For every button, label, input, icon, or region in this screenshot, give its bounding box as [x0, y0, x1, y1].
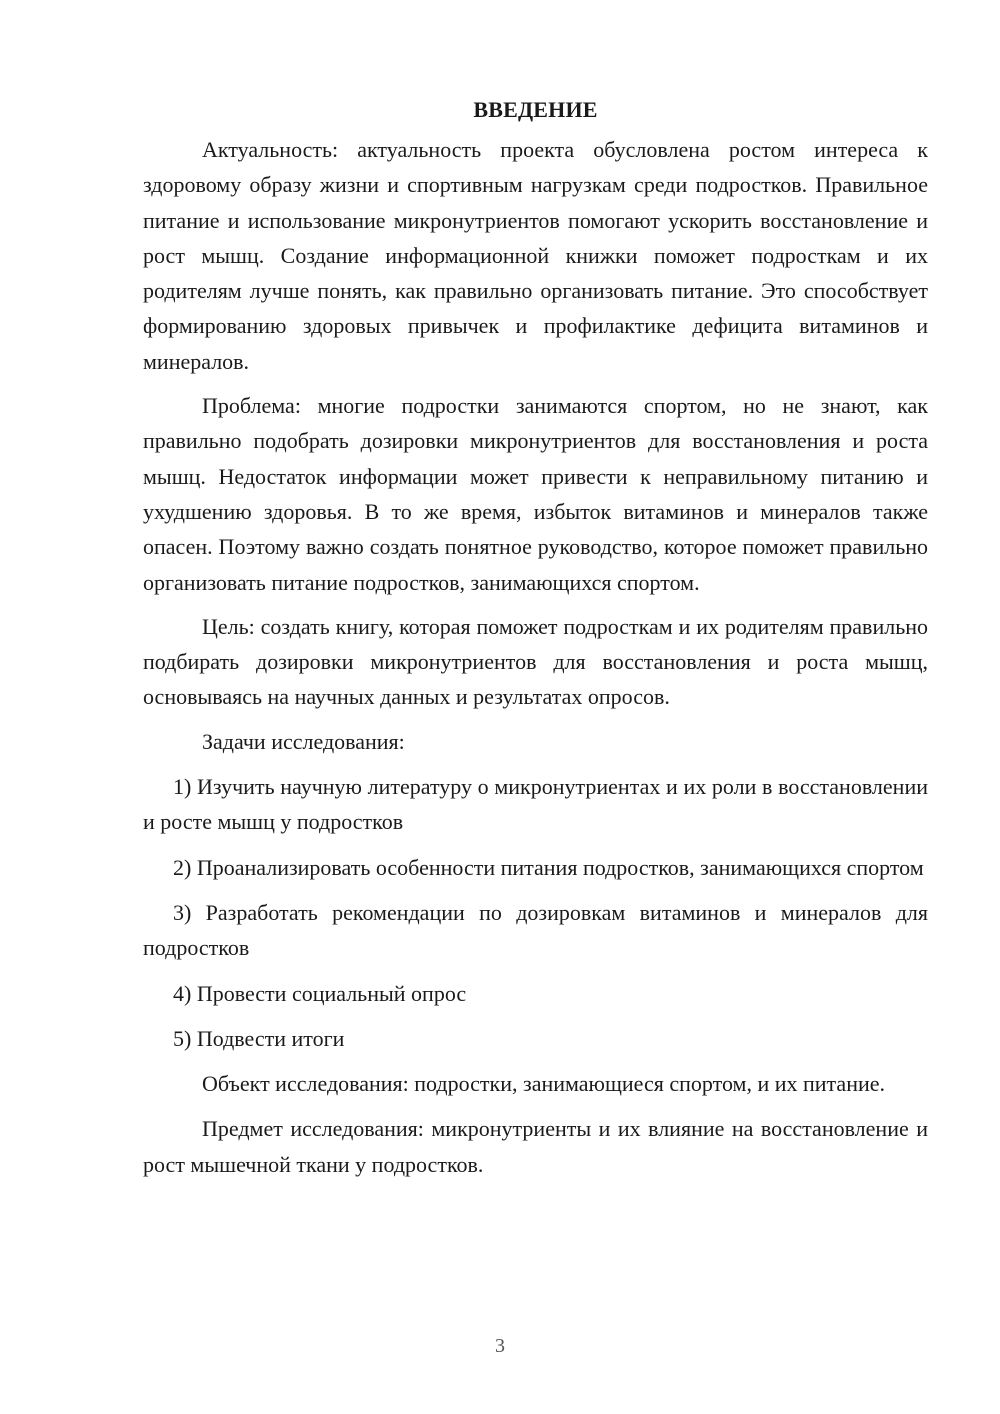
- task-item-5: 5) Подвести итоги: [173, 1025, 345, 1051]
- tasks-heading: Задачи исследования:: [202, 728, 405, 754]
- subject-paragraph: Предмет исследования: микронутриенты и их влияние на восстановление и рост мышечной ткани у подростков.: [143, 1116, 928, 1177]
- relevance-paragraph: Актуальность: актуальность проекта обусловлена ростом интереса к здоровому образу жизни и спортивным нагрузкам среди подростков. Правильное питание и использование микронутриентов помогают ускорить восстановление и рост мышц. Создание информационной книжки поможет подросткам и их родителям лучше понять, как правильно организовать питание. Это способствует формированию здоровых привычек и профилактике дефицита витаминов и минералов.: [143, 137, 928, 374]
- section-heading: ВВЕДЕНИЕ: [473, 97, 598, 122]
- goal-paragraph: Цель: создать книгу, которая поможет подросткам и их родителям правильно подбирать дозировки микронутриентов для восстановления и роста мышц, основываясь на научных данных и результатах опросов.: [143, 613, 928, 710]
- task-item-2: 2) Проанализировать особенности питания подростков, занимающихся спортом: [173, 854, 924, 880]
- object-paragraph: Объект исследования: подростки, занимающиеся спортом, и их питание.: [202, 1071, 886, 1097]
- task-item-3: 3) Разработать рекомендации по дозировкам витаминов и минералов для подростков: [143, 899, 928, 961]
- document-page: [143, 95, 928, 1182]
- page-number: 3: [495, 1335, 505, 1357]
- task-item-4: 4) Провести социальный опрос: [173, 980, 467, 1006]
- problem-paragraph: Проблема: многие подростки занимаются спортом, но не знают, как правильно подобрать дозировки микронутриентов для восстановления и роста мышц. Недостаток информации может привести к неправильному питанию и ухудшению здоровья. В то же время, избыток витаминов и минералов также опасен. Поэтому важно создать понятное руководство, которое поможет правильно организовать питание подростков, занимающихся спортом.: [143, 393, 928, 595]
- task-item-1: 1) Изучить научную литературу о микронутриентах и их роли в восстановлении и росте мышц у подростков: [143, 774, 928, 835]
